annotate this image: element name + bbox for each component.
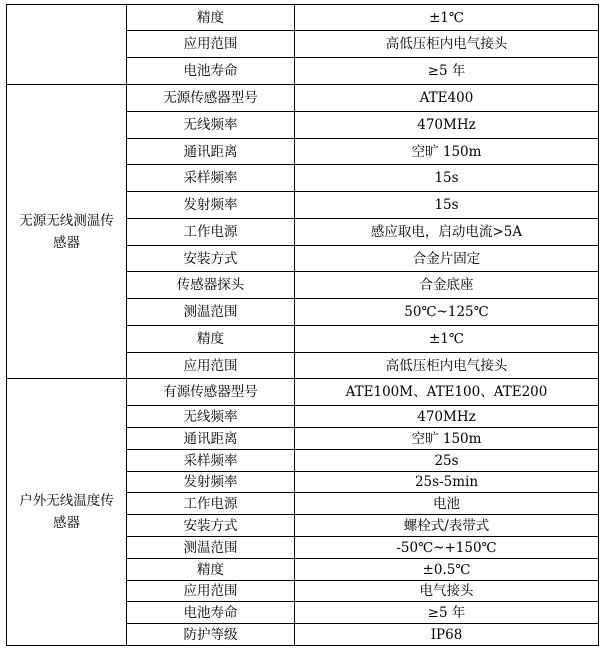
param-cell: 应用范围: [127, 581, 295, 602]
category-cell: 户外无线温度传感器: [7, 379, 127, 646]
value-cell: 25s-5min: [295, 472, 599, 493]
table-row: [7, 5, 599, 31]
param-cell: 传感器探头: [127, 272, 295, 299]
param-cell: 无线频率: [127, 406, 295, 428]
param-cell: 精度: [127, 326, 295, 353]
param-cell: 精度: [127, 5, 295, 31]
value-cell: 15s: [295, 192, 599, 219]
param-cell: 防护等级: [127, 624, 295, 646]
param-cell: 发射频率: [127, 472, 295, 493]
param-cell: 安装方式: [127, 515, 295, 537]
category-cell: 无源无线测温传感器: [7, 85, 127, 379]
value-cell: ±1℃: [295, 326, 599, 353]
value-cell: 感应取电，启动电流>5A: [295, 219, 599, 246]
value-cell: 25s: [295, 450, 599, 472]
value-cell: 合金片固定: [295, 246, 599, 272]
value-cell: 高低压柜内电气接头: [295, 353, 599, 379]
value-cell: 螺栓式/表带式: [295, 515, 599, 537]
param-cell: 电池寿命: [127, 602, 295, 624]
param-cell: 通讯距离: [127, 139, 295, 165]
param-cell: 应用范围: [127, 31, 295, 58]
spec-table-body: [7, 5, 599, 646]
param-cell: 采样频率: [127, 450, 295, 472]
value-cell: ATE400: [295, 85, 599, 112]
param-cell: 无线频率: [127, 112, 295, 139]
value-cell: 50℃~125℃: [295, 299, 599, 326]
param-cell: 测温范围: [127, 537, 295, 559]
value-cell: 空旷 150m: [295, 139, 599, 165]
value-cell: ≥5 年: [295, 58, 599, 85]
param-cell: 工作电源: [127, 493, 295, 515]
value-cell: ≥5 年: [295, 602, 599, 624]
value-cell: 15s: [295, 165, 599, 192]
param-cell: 测温范围: [127, 299, 295, 326]
value-cell: 电池: [295, 493, 599, 515]
table-row: [7, 379, 599, 406]
param-cell: 通讯距离: [127, 428, 295, 450]
param-cell: 采样频率: [127, 165, 295, 192]
param-cell: 电池寿命: [127, 58, 295, 85]
category-cell: [7, 5, 127, 85]
value-cell: IP68: [295, 624, 599, 646]
value-cell: 470MHz: [295, 112, 599, 139]
value-cell: -50℃~+150℃: [295, 537, 599, 559]
param-cell: 无源传感器型号: [127, 85, 295, 112]
param-cell: 安装方式: [127, 246, 295, 272]
value-cell: ±0.5℃: [295, 559, 599, 581]
value-cell: 高低压柜内电气接头: [295, 31, 599, 58]
param-cell: 发射频率: [127, 192, 295, 219]
value-cell: 空旷 150m: [295, 428, 599, 450]
table-row: [7, 85, 599, 112]
value-cell: ATE100M、ATE100、ATE200: [295, 379, 599, 406]
value-cell: 470MHz: [295, 406, 599, 428]
param-cell: 精度: [127, 559, 295, 581]
value-cell: 电气接头: [295, 581, 599, 602]
param-cell: 工作电源: [127, 219, 295, 246]
param-cell: 应用范围: [127, 353, 295, 379]
spec-table: [6, 4, 599, 646]
value-cell: ±1℃: [295, 5, 599, 31]
param-cell: 有源传感器型号: [127, 379, 295, 406]
value-cell: 合金底座: [295, 272, 599, 299]
